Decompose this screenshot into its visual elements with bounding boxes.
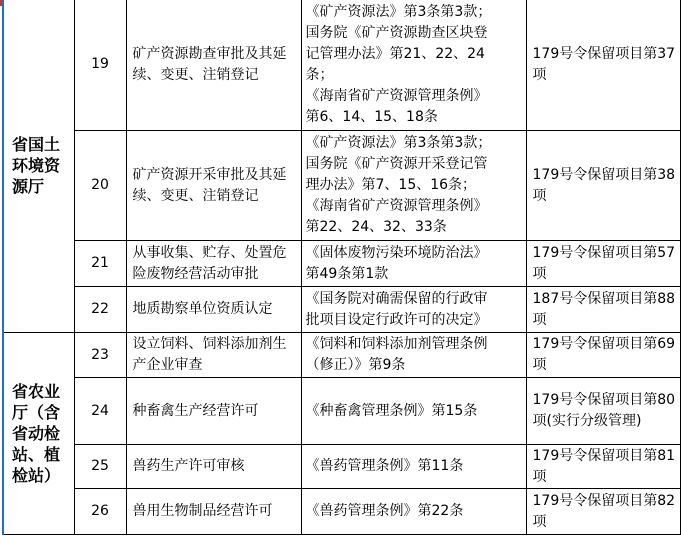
legal-basis [301,333,526,378]
item-name: 设立饲料、饲料添加剂生产企业审查 [126,333,301,378]
basis-line: 《矿产资源法》第3条第3款； [305,3,492,20]
item-name: 地质勘察单位资质认定 [126,287,301,333]
table-row [3,241,680,287]
item-name: 矿产资源开采审批及其延续、变更、注销登记 [126,131,301,241]
legal-basis [301,445,526,489]
remark: 187号令保留项目第88项 [526,287,680,333]
item-number: 26 [74,489,126,535]
department-cell: 省农业厅（含省动检站、植检站） [3,333,74,535]
table-row [3,287,680,333]
item-name: 种畜禽生产经营许可 [126,378,301,445]
basis-line: 《矿产资源法》第3条第3款； [305,135,492,151]
table-row [3,333,680,378]
item-number: 23 [74,333,126,378]
basis-line: 第6、14、15、18条 [305,108,438,125]
basis-line: 国务院《矿产资源开采登记管 [305,156,488,172]
remark: 179号令保留项目第38项 [526,131,680,241]
basis-line: 国务院《矿产资源勘查区块登 [305,24,488,41]
legal-basis [301,0,526,131]
item-number: 21 [74,241,126,287]
item-name: 矿产资源勘查审批及其延续、变更、注销登记 [126,0,301,131]
item-name: 兽用生物制品经营许可 [126,489,301,535]
basis-line: 《国务院对确需保留的行政审 [305,290,488,307]
basis-line: 《海南省矿产资源管理条例》 [305,87,488,104]
basis-line: 《兽药管理条例》第11条 [305,458,464,474]
legal-basis [301,287,526,333]
basis-line: （修正）》第9条 [305,357,406,373]
legal-basis [301,131,526,241]
item-name: 从事收集、贮存、处置危险废物经营活动审批 [126,241,301,287]
department-cell: 省国土环境资源厅 [3,0,74,333]
legal-basis [301,241,526,287]
table-row [3,489,680,535]
basis-line: 《种畜禽管理条例》第15条 [305,402,478,419]
table-row [3,131,680,241]
item-number: 24 [74,378,126,445]
basis-line: 《固体废物污染环境防治法》 [305,244,488,261]
approval-items-table [2,0,681,535]
item-number: 22 [74,287,126,333]
basis-line: 第49条第1款 [305,265,389,282]
remark: 179号令保留项目第81项 [526,445,680,489]
table-row [3,378,680,445]
basis-line: 《饲料和饲料添加剂管理条例 [305,336,488,352]
item-number: 25 [74,445,126,489]
item-number: 20 [74,131,126,241]
remark: 179号令保留项目第82项 [526,489,680,535]
remark: 179号令保留项目第57项 [526,241,680,287]
legal-basis [301,489,526,535]
legal-basis [301,378,526,445]
basis-line: 《兽药管理条例》第22条 [305,503,464,519]
remark: 179号令保留项目第37项 [526,0,680,131]
item-name: 兽药生产许可审核 [126,445,301,489]
remark: 179号令保留项目第80项(实行分级管理) [526,378,680,445]
basis-line: 理办法》第7、15、16条； [305,177,477,193]
basis-line: 批项目设定行政许可的决定》 [305,311,488,328]
basis-line: 条； [305,66,334,83]
remark: 179号令保留项目第69项 [526,333,680,378]
basis-line: 记管理办法》第21、22、24 [305,45,485,62]
table-row [3,0,680,131]
basis-line: 第22、24、32、33条 [305,219,447,235]
item-number: 19 [74,0,126,131]
basis-line: 《海南省矿产资源管理条例》 [305,198,488,214]
table-row [3,445,680,489]
